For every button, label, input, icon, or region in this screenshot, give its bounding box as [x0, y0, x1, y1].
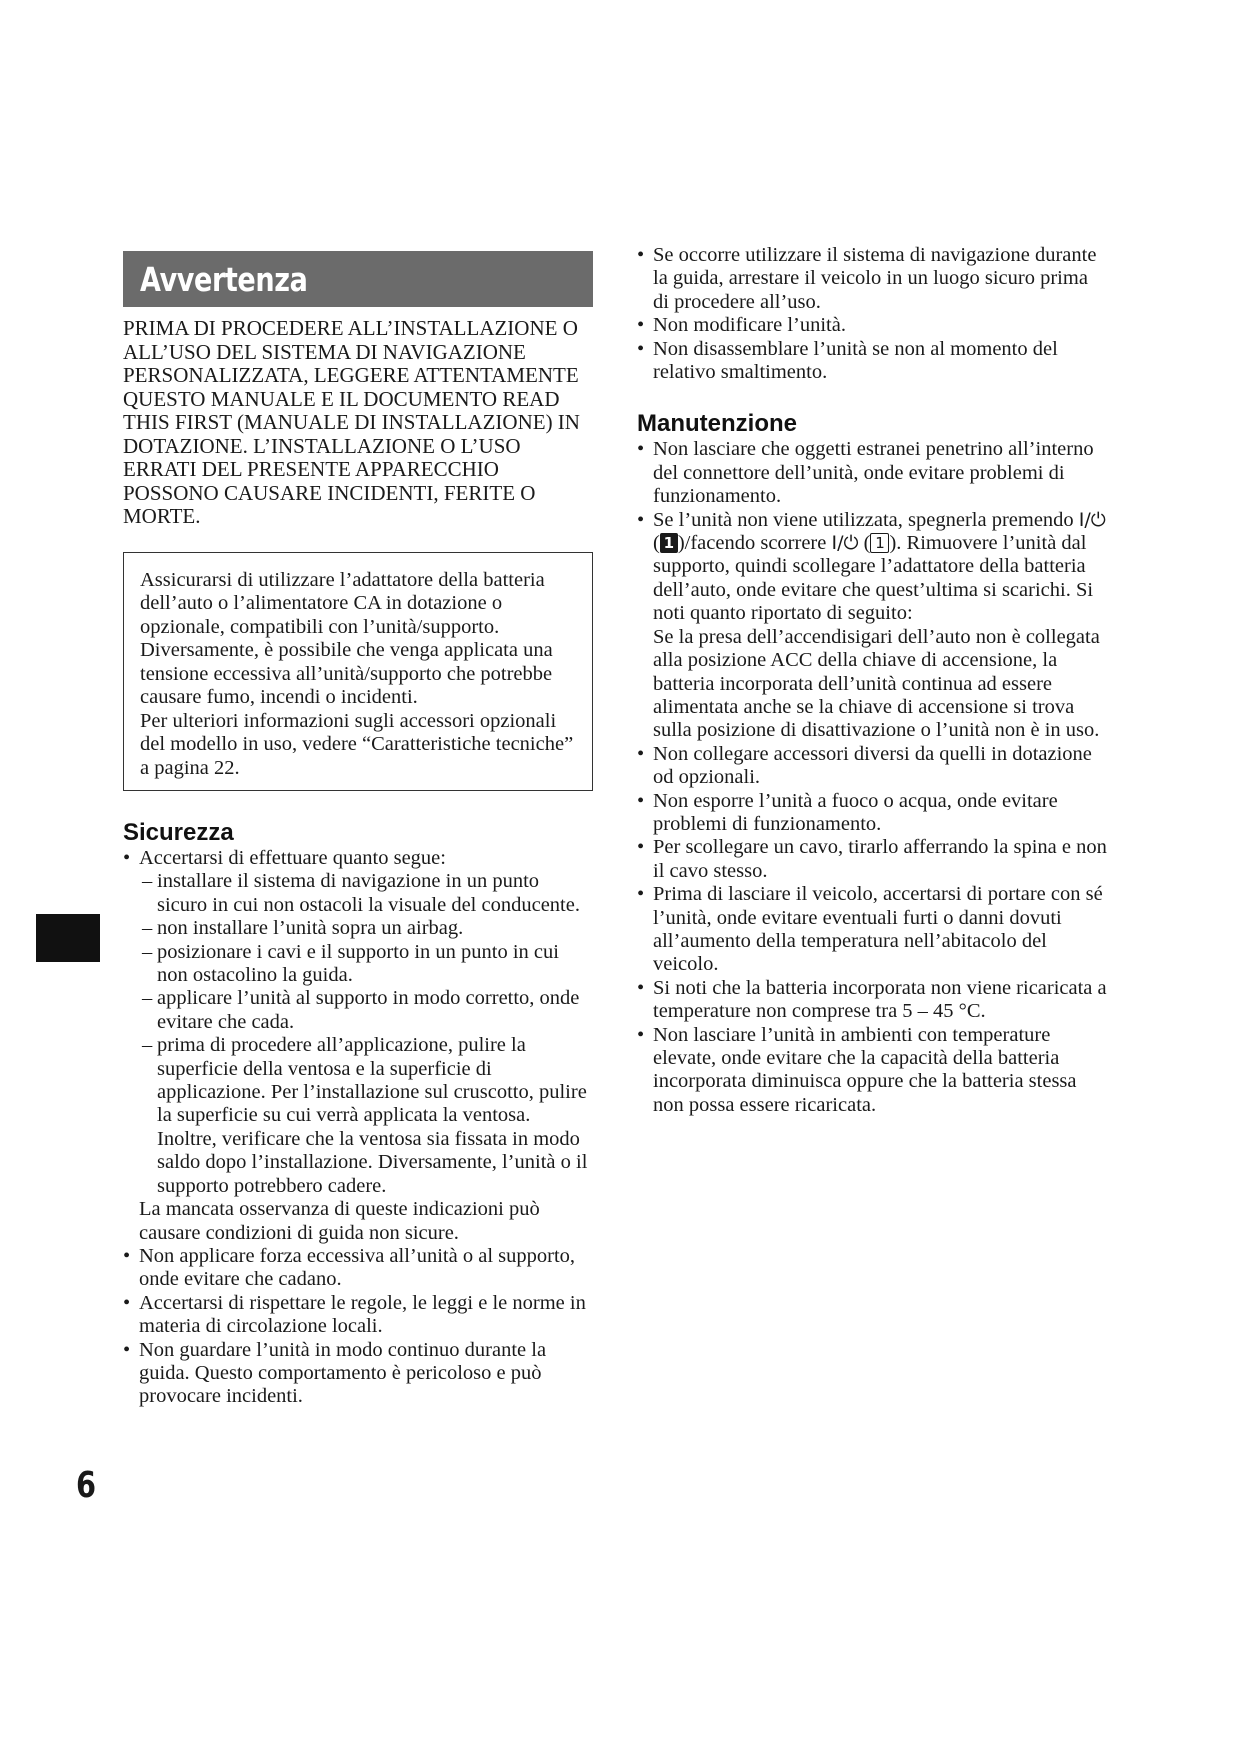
list-item: • Se l’unità non viene utilizzata, spegnerla premendo I/⏻ ( 1 )/facendo scorrere I/⏻ ( 1 ). Rimuovere l’unità dal supporto, quindi scollegare l’adattatore della batteria dell’auto, onde evitare che quest’ultima si scarichi. Si noti quanto riportato di seguito: Se la presa dell’accendisigari dell’auto non è collegata alla posizione ACC della chiave di accensione, la batteria incorporata dell’unità continua ad essere alimentata anche se la chiave di accensione si trova sulla posizione di disattivazione o l’unità non è in uso.	[637, 509, 1107, 743]
list-item: • Non guardare l’unità in modo continuo durante la guida. Questo comportamento è pericoloso e può provocare incidenti.	[123, 1339, 593, 1409]
warning-title: Avvertenza	[140, 259, 308, 299]
list-item	[123, 847, 593, 1245]
list-item: • Se occorre utilizzare il sistema di navigazione durante la guida, arrestare il veicolo in un luogo sicuro prima di procedere all’uso.	[637, 244, 1107, 314]
warning-text: PRIMA DI PROCEDERE ALL’INSTALLAZIONE O ALL’USO DEL SISTEMA DI NAVIGAZIONE PERSONALIZZATA, LEGGERE ATTENTAMENTE QUESTO MANUALE E IL DOCUMENTO READ THIS FIRST (MANUALE DI INSTALLAZIONE) IN DOTAZIONE. L’INSTALLAZIONE O L’USO ERRATI DEL PRESENTE APPARECCHIO POSSONO CAUSARE INCIDENTI, FERITE O MORTE.	[123, 316, 580, 528]
right-column	[637, 244, 1107, 1117]
safety-list	[123, 847, 593, 1409]
list-item: – installare il sistema di navigazione in un punto sicuro in cui non ostacoli la visuale del conducente.	[142, 870, 593, 917]
list-item: – posizionare i cavi e il supporto in un punto in cui non ostacolino la guida.	[142, 941, 593, 988]
key-1-filled-icon: 1	[660, 533, 678, 553]
list-item: • Per scollegare un cavo, tirarlo afferrando la spina e non il cavo stesso.	[637, 836, 1107, 883]
left-column	[123, 251, 593, 1409]
notice-paragraph-1: Assicurarsi di utilizzare l’adattatore della batteria dell’auto o l’alimentatore CA in dotazione o opzionale, compatibili con l’unità/supporto. Diversamente, è possibile che venga applicata una tensione eccessiva all’unità/supporto che potrebbe causare fumo, incendi o incidenti.	[140, 568, 553, 708]
text-fragment: ). Rimuovere l’unità dal supporto, quindi scollegare l’adattatore della batteria dell’auto, onde evitare che quest’ultima si scarichi. Si noti quanto riportato di seguito:	[653, 532, 1094, 625]
list-item: • Si noti che la batteria incorporata non viene ricaricata a temperature non comprese tra 5 – 45 °C.	[637, 977, 1107, 1024]
list-item: – non installare l’unità sopra un airbag.	[142, 917, 593, 940]
warning-banner	[123, 251, 593, 307]
notice-box	[123, 552, 593, 792]
safety-steps	[142, 870, 593, 1198]
text-fragment: )/facendo scorrere	[677, 532, 832, 555]
safety-continued-list	[637, 244, 1107, 384]
warning-text-block	[123, 317, 593, 529]
maintenance-list	[637, 438, 1107, 1117]
page-number: 6	[76, 1465, 97, 1506]
list-item: • Non lasciare l’unità in ambienti con temperature elevate, onde evitare che la capacità della batteria incorporata diminuisca oppure che la batteria stessa non possa essere ricaricata.	[637, 1024, 1107, 1118]
list-item: • Non modificare l’unità.	[637, 314, 1107, 337]
list-item: – applicare l’unità al supporto in modo corretto, onde evitare che cada.	[142, 987, 593, 1034]
list-item: • Accertarsi di rispettare le regole, le leggi e le norme in materia di circolazione locali.	[123, 1292, 593, 1339]
text-fragment: Se la presa dell’accendisigari dell’auto non è collegata alla posizione ACC della chiave di accensione, la batteria incorporata dell’unità continua ad essere alimentata anche se la chiave di accensione si trova sulla posizione di disattivazione o l’unità non è in uso.	[653, 625, 1100, 742]
section-tab-marker	[36, 914, 100, 962]
power-symbol-icon: I/⏻	[1078, 508, 1106, 531]
power-symbol-icon: I/⏻	[831, 532, 859, 555]
safety-intro: Accertarsi di effettuare quanto segue:	[139, 847, 446, 869]
safety-note: La mancata osservanza di queste indicazioni può causare condizioni di guida non sicure.	[139, 1198, 540, 1244]
list-item: • Non applicare forza eccessiva all’unità o al supporto, onde evitare che cadano.	[123, 1245, 593, 1292]
list-item: • Non lasciare che oggetti estranei penetrino all’interno del connettore dell’unità, onde evitare problemi di funzionamento.	[637, 438, 1107, 508]
list-item: – prima di procedere all’applicazione, pulire la superficie della ventosa e la superficie di applicazione. Per l’installazione sul cruscotto, pulire la superficie su cui verrà applicata la ventosa. Inoltre, verificare che la ventosa sia fissata in modo saldo dopo l’installazione. Diversamente, l’unità o il supporto potrebbero cadere.	[142, 1034, 593, 1198]
list-item: • Non disassemblare l’unità se non al momento del relativo smaltimento.	[637, 338, 1107, 385]
key-1-outline-icon: 1	[870, 533, 889, 553]
list-item: • Non collegare accessori diversi da quelli in dotazione od opzionali.	[637, 743, 1107, 790]
maintenance-heading: Manutenzione	[637, 410, 797, 438]
list-item: • Prima di lasciare il veicolo, accertarsi di portare con sé l’unità, onde evitare eventuali furti o danni dovuti all’aumento della temperatura nell’abitacolo del veicolo.	[637, 883, 1107, 977]
text-fragment: Se l’unità non viene utilizzata, spegnerla premendo	[653, 508, 1079, 531]
list-item: • Non esporre l’unità a fuoco o acqua, onde evitare problemi di funzionamento.	[637, 790, 1107, 837]
safety-heading: Sicurezza	[123, 819, 234, 846]
notice-paragraph-2: Per ulteriori informazioni sugli accessori opzionali del modello in uso, vedere “Caratteristiche tecniche” a pagina 22.	[140, 709, 574, 779]
